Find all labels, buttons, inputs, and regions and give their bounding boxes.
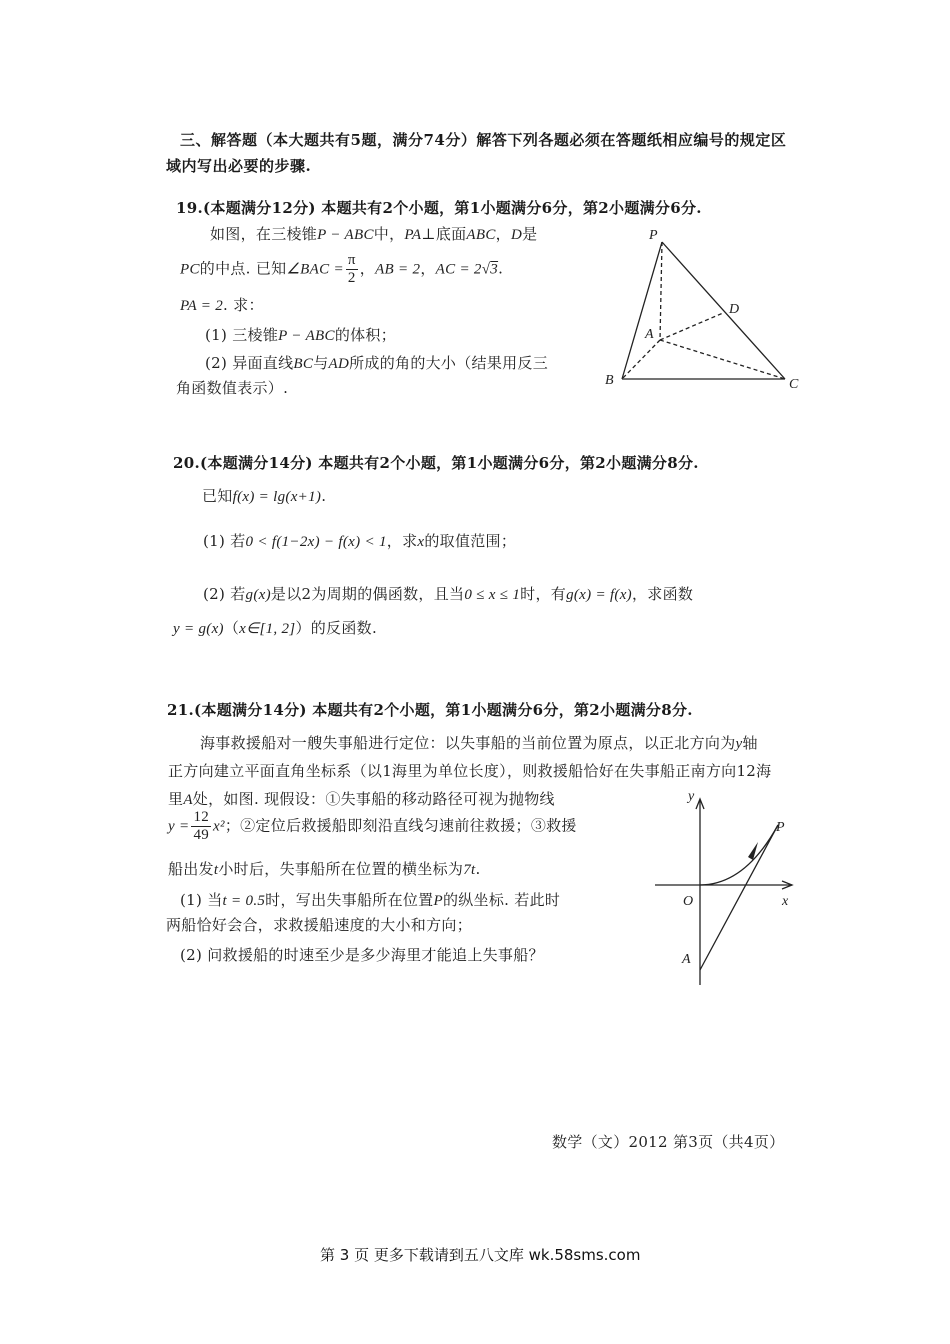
edge-pa — [660, 242, 662, 340]
q20-line1: 已知f(x) = lg(x+1). — [202, 487, 327, 505]
q19-part2-cont: 角函数值表示）. — [176, 379, 289, 397]
label-b: B — [605, 373, 614, 388]
q20-part2-cont: y = g(x)（x∈[1, 2]）的反函数. — [173, 619, 378, 637]
label-o: O — [683, 894, 694, 909]
parabola-path — [700, 825, 778, 885]
q19-line3: PA = 2. 求： — [180, 296, 264, 314]
q19-line2: PC的中点. 已知∠BAC = $\frac{\pi}{2}$ ，AB = 2，AC = 2√3. — [180, 252, 504, 286]
q21-line4: y = $\frac{12}{49}$ x²；②定位后救援船即刻沿直线匀速前往救援；③救援 — [168, 809, 577, 843]
label-a: A — [682, 952, 691, 967]
q21-line3: 里A处，如图. 现假设：①失事船的移动路径可视为抛物线 — [168, 790, 555, 808]
label-c: C — [789, 377, 799, 392]
q21-line5: 船出发t小时后，失事船所在位置的横坐标为7t. — [168, 860, 481, 878]
edge-pc — [662, 242, 785, 379]
coordinate-figure — [650, 785, 800, 990]
q19-part2: (2) 异面直线BC与AD所成的角的大小（结果用反三 — [205, 354, 549, 372]
q19-header: 19.(本题满分12分) 本题共有2个小题，第1小题满分6分，第2小题满分6分. — [176, 199, 702, 217]
label-p: P — [649, 228, 658, 243]
section-heading-line2: 域内写出必要的步骤. — [166, 157, 312, 175]
q20-header: 20.(本题满分14分) 本题共有2个小题，第1小题满分6分，第2小题满分8分. — [173, 454, 699, 472]
q21-part1-cont: 两船恰好会合，求救援船速度的大小和方向； — [166, 916, 473, 934]
label-p: P — [776, 820, 785, 835]
q20-part1: (1) 若0 < f(1−2x) − f(x) < 1，求x的取值范围； — [203, 532, 517, 550]
rescue-path — [700, 825, 778, 970]
edge-ac — [660, 340, 785, 379]
page-footer: 数学（文）2012 第3页（共4页） — [552, 1133, 785, 1151]
tetrahedron-figure — [595, 222, 810, 397]
section-heading: 三、解答题（本大题共有5题，满分74分）解答下列各题必须在答题纸相应编号的规定区 — [180, 131, 787, 149]
label-d: D — [729, 302, 740, 317]
pi-over-2-fraction: $\frac{\pi}{2}$ — [347, 252, 356, 286]
q21-part1: (1) 当t = 0.5时，写出失事船所在位置P的纵坐标. 若此时 — [180, 891, 561, 909]
edge-ad — [660, 313, 723, 340]
download-note: 第 3 页 更多下载请到五八文库 wk.58sms.com — [320, 1246, 641, 1264]
label-x: x — [782, 894, 789, 909]
q21-line1: 海事救援船对一艘失事船进行定位：以失事船的当前位置为原点，以正北方向为y轴 — [200, 734, 758, 752]
path-arrowhead — [748, 842, 758, 860]
q21-part2: (2) 问救援船的时速至少是多少海里才能追上失事船？ — [180, 946, 544, 964]
label-a: A — [645, 327, 654, 342]
q20-part2: (2) 若g(x)是以2为周期的偶函数，且当0 ≤ x ≤ 1时，有g(x) = f(x)，求函数 — [203, 585, 694, 603]
q19-part1: (1) 三棱锥P − ABC的体积； — [205, 326, 397, 344]
q19-line1: 如图，在三棱锥P − ABC中，PA⊥底面ABC，D是 — [210, 225, 538, 243]
twelve-over-49-fraction: $\frac{12}{49}$ — [193, 809, 210, 843]
edge-pb — [622, 242, 662, 379]
label-y: y — [688, 789, 695, 804]
q21-header: 21.(本题满分14分) 本题共有2个小题，第1小题满分6分，第2小题满分8分. — [167, 701, 693, 719]
q21-line2: 正方向建立平面直角坐标系（以1海里为单位长度），则救援船恰好在失事船正南方向12海 — [168, 762, 772, 780]
